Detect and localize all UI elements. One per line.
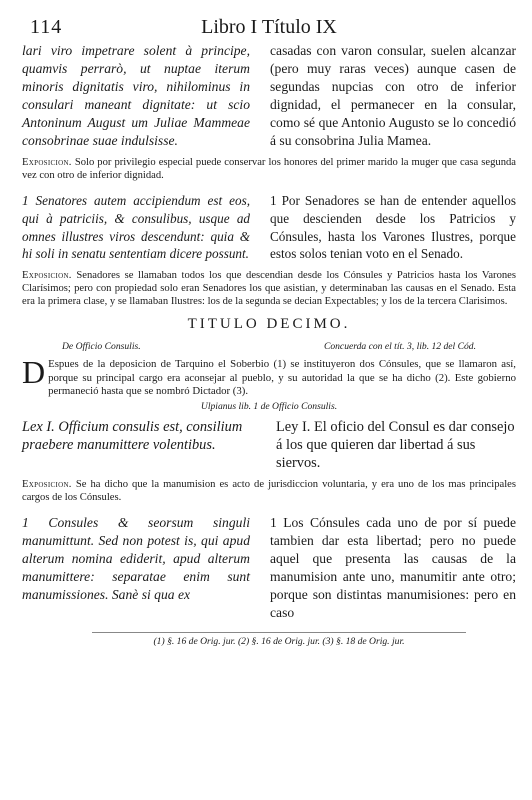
section-2	[22, 192, 516, 262]
exposicion-text: Solo por privilegio especial puede conservar los honores del primer marido la muger que casa segunda vez con otro de inferior dignidad.	[22, 157, 516, 182]
drop-cap: D	[22, 354, 46, 391]
latin-text: lari viro impetrare solent à principe, quamvis perrarò, ut nuptae iterum minoris dignitatis viro, nihilominus in consulari maneant dignitate: ut scio Antoninum August um Juliae Mammeae consobrinae suae indulsisse.	[22, 43, 250, 148]
spanish-text: 1 Por Senadores se han de entender aquellos que descienden desde los Patricios y Cónsules, hasta los Varones Ilustres, porque estos solos tenian voto en el Senado.	[270, 193, 516, 262]
exposicion-label: Exposicion.	[22, 479, 72, 490]
latin-text: 1 Consules & seorsum singuli manumittunt. Sed non potest is, qui apud alterum nomina ediderit, apud alterum manumittere: separatae enim sunt manumissiones. Sanè si qua ex	[22, 515, 250, 603]
spanish-text: 1 Los Cónsules cada uno de por sí puede tambien dar esta libertad; pero no puede aquel que presenta las causas de la manumision ante uno, manumitir ante otro; porque son distintas manumisiones: pero en caso	[270, 515, 516, 621]
exposicion-text: Senadores se llamaban todos los que descendian desde los Cónsules y Patricios hasta los Varones Clarísimos; pero con propiedad solo eran Senadores los que asistian, y determinaban las causas en el Senado. Esta era la primera clase, y se llamaban Ilustres: los de la segunda se decian Expectables; y los de la tercera Clarisimos.	[22, 269, 516, 308]
intro-text: Espues de la deposicion de Tarquino el Soberbio (1) se instituyeron dos Cónsules, que se llamaron así, porque su principal cargo era aconsejar al pueblo, y su autoridad la que se ha dicho (2). Este gobierno permaneció hasta que se nombró Dictador (3).	[48, 358, 516, 397]
lex-section	[22, 418, 516, 472]
section-3	[22, 514, 516, 622]
page-header	[22, 16, 516, 42]
title-heading: TITULO DECIMO.	[187, 316, 351, 333]
running-title: Libro I Título IX	[201, 16, 337, 38]
exposicion-text: Se ha dicho que la manumision es acto de jurisdiccion voluntaria, y era uno de los mas principales cargos de los Cónsules.	[22, 479, 516, 504]
intro-paragraph	[22, 354, 516, 398]
spanish-text: casadas con varon consular, suelen alcanzar (pero muy raras veces) aunque casen de segundas nupcias con otro de inferior dignidad, el permanecer en la consular, como sé que Antonio Augusto se lo concedió á su consobrina Julia Mamea.	[270, 43, 516, 148]
exposicion-1	[22, 156, 516, 182]
subheading-left: De Officio Consulis.	[62, 341, 141, 353]
section-1	[22, 42, 516, 150]
exposicion-2	[22, 269, 516, 309]
page-number: 114	[30, 16, 63, 38]
document-page	[22, 16, 516, 647]
footnotes: (1) §. 16 de Orig. jur. (2) §. 16 de Orig. jur. (3) §. 18 de Orig. jur.	[92, 632, 466, 647]
exposicion-label: Exposicion.	[22, 157, 72, 168]
subheading-right: Concuerda con el tít. 3, lib. 12 del Cód.	[323, 341, 476, 353]
latin-text: 1 Senatores autem accipiendum est eos, qui à patriciis, & consulibus, usque ad omnes illustres viros descendunt: quia & hi soli in senatu sententiam dicere possunt.	[22, 193, 250, 262]
subheading-row	[62, 341, 476, 352]
source-attribution: Ulpianus lib. 1 de Officio Consulis.	[200, 401, 338, 412]
exposicion-label: Exposicion.	[22, 269, 72, 281]
latin-text: Lex I. Officium consulis est, consilium praebere manumittere volentibus.	[22, 419, 243, 453]
exposicion-3	[22, 478, 516, 504]
spanish-text: Ley I. El oficio del Consul es dar consejo á los que quieren dar libertad á sus siervos.	[276, 419, 515, 471]
